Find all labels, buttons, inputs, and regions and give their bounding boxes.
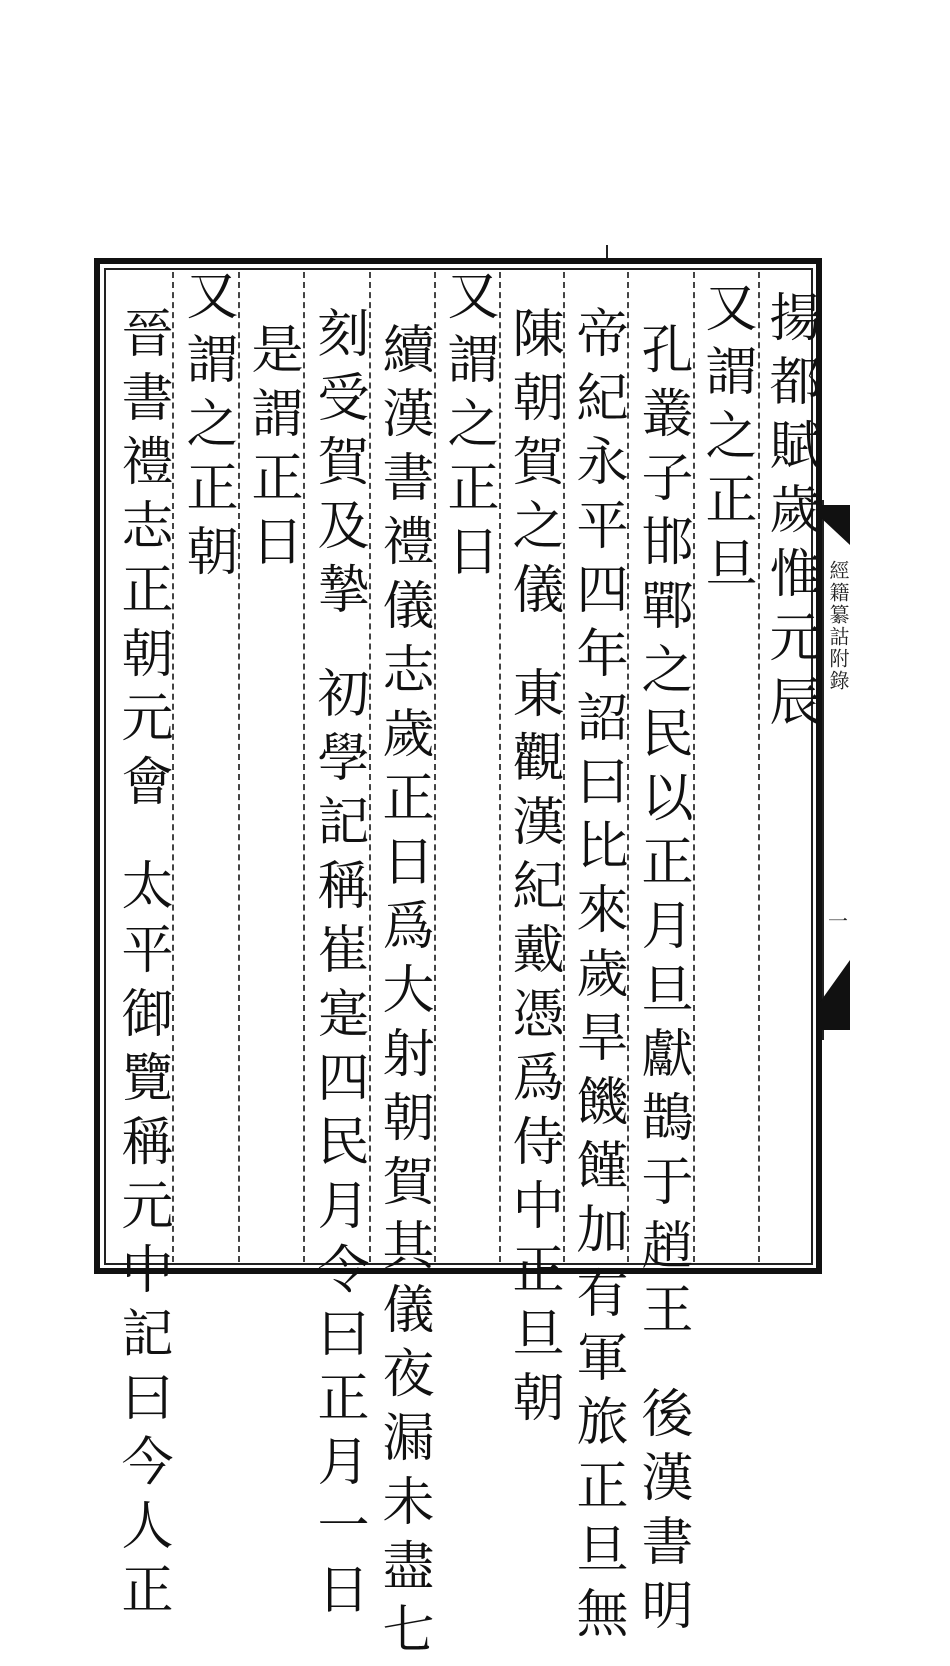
column-rule (434, 272, 436, 1262)
text-column-4 (567, 306, 627, 1650)
text-column-5 (503, 306, 563, 1434)
column-text: 後漢書明 (632, 1386, 692, 1642)
column-text: 初學記稱崔寔四民月令曰正月一日 (308, 666, 368, 1626)
column-rule (627, 272, 629, 1262)
text-column-10 (177, 268, 237, 588)
text-column-1 (760, 290, 820, 738)
column-text: 太平御覽稱元中記曰今人正 (112, 858, 172, 1626)
column-text: 又謂之正朝 (177, 268, 237, 588)
text-column-11 (112, 306, 172, 1626)
column-rule (563, 272, 565, 1262)
column-rule (369, 272, 371, 1262)
text-column-6 (438, 268, 498, 588)
column-rule (693, 272, 695, 1262)
column-text: 是謂正日 (242, 322, 302, 578)
column-text: 陳朝賀之儀 (503, 306, 563, 626)
column-text: 又謂之正日 (438, 268, 498, 588)
text-column-2 (696, 280, 756, 600)
margin-title: 經籍纂詁附錄 (826, 560, 850, 692)
column-text: 續漢書禮儀志歲正日爲大射朝賀其儀夜漏未盡七 (373, 322, 433, 1666)
column-rule (172, 272, 174, 1262)
text-column-8 (308, 306, 368, 1626)
column-text: 晉書禮志正朝元會 (112, 306, 172, 818)
column-text: 又謂之正旦 (696, 280, 756, 600)
column-rule (499, 272, 501, 1262)
leaf-number: 一 (828, 909, 848, 933)
column-text: 孔叢子邯鄲之民以正月旦獻鵲于趙王 (632, 322, 692, 1346)
column-text: 揚都賦歲惟元辰 (760, 290, 820, 738)
column-text: 東觀漢紀戴憑爲侍中正旦朝 (503, 666, 563, 1434)
text-column-3 (632, 322, 692, 1642)
column-text: 刻受賀及摯 (308, 306, 368, 626)
frame-tick (606, 245, 632, 259)
text-column-9 (242, 322, 302, 578)
column-text: 帝紀永平四年詔曰比來歲旱饑饉加有軍旅正旦無 (567, 306, 627, 1650)
column-rule (238, 272, 240, 1262)
column-rule (303, 272, 305, 1262)
text-column-7 (373, 322, 433, 1666)
